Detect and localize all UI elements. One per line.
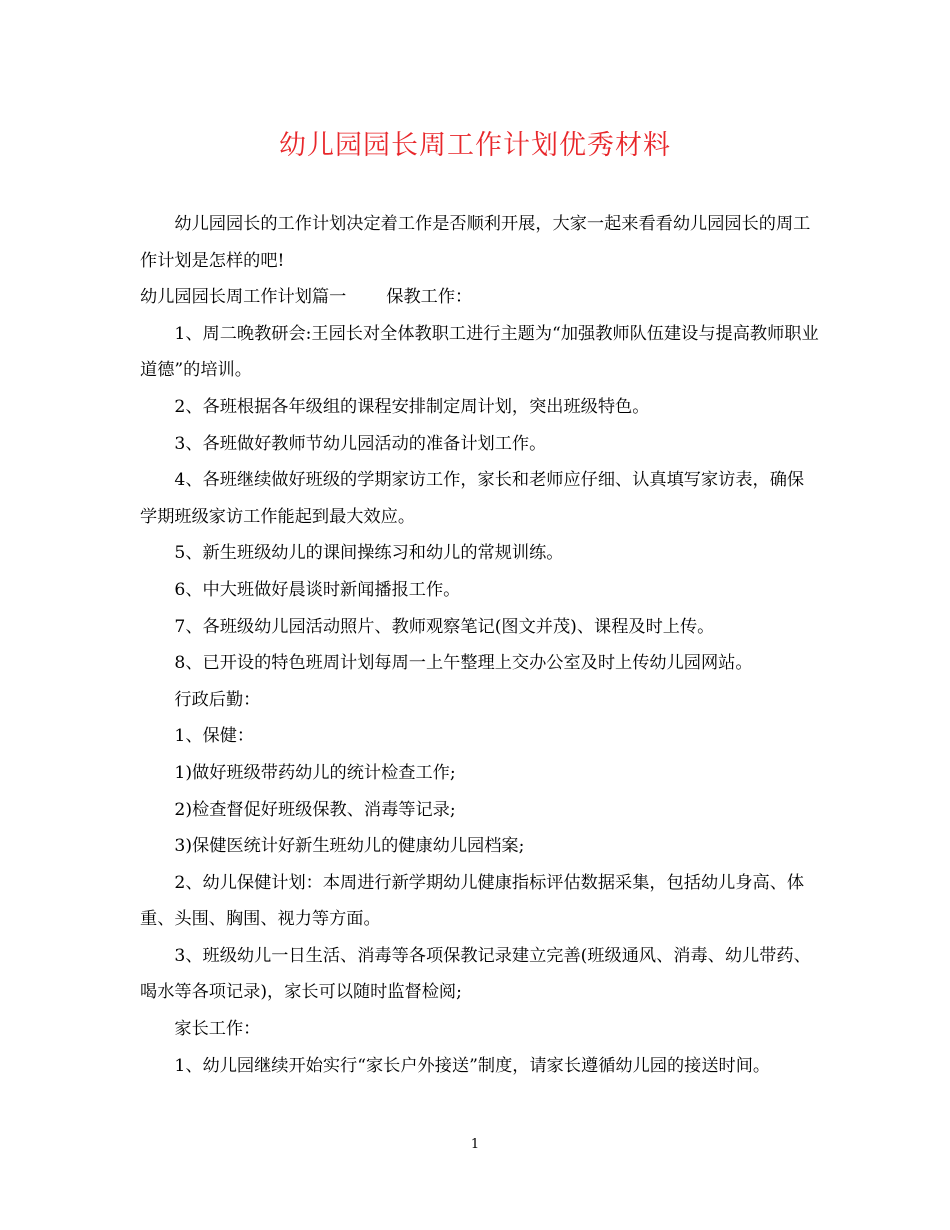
- baojian-heading: 1、保健：: [174, 726, 255, 747]
- xingzheng-item-3: 3、班级幼儿一日生活、消毒等各项保教记录建立完善(班级通风、消毒、幼儿带药、喝水等各项记录)，家长可以随时监督检阅;: [140, 945, 811, 1003]
- baojiao-item-2: 2、各班根据各年级组的课程安排制定周计划，突出班级特色。: [174, 396, 650, 417]
- section-heading: 幼儿园园长周工作计划篇一: [140, 287, 347, 308]
- document-body: [140, 206, 820, 1084]
- baojiao-item-3: 3、各班做好教师节幼儿园活动的准备计划工作。: [174, 433, 547, 454]
- jiazhang-item-1: 1、幼儿园继续开始实行“家长户外接送”制度，请家长遵循幼儿园的接送时间。: [174, 1055, 771, 1076]
- baojiao-item-4: 4、各班继续做好班级的学期家访工作，家长和老师应仔细、认真填写家访表，确保学期班级家访工作能起到最大效应。: [140, 470, 805, 527]
- jiazhang-heading: 家长工作：: [174, 1019, 261, 1040]
- intro-paragraph: 幼儿园园长的工作计划决定着工作是否顺利开展，大家一起来看看幼儿园园长的周工作计划是怎样的吧!: [140, 214, 811, 271]
- page-number: 1: [470, 1137, 480, 1152]
- baojian-item-2: 2)检查督促好班级保教、消毒等记录;: [174, 799, 456, 820]
- baojiao-item-7: 7、各班级幼儿园活动照片、教师观察笔记(图文并茂)、课程及时上传。: [174, 616, 715, 637]
- section-subheading: 保教工作：: [386, 287, 473, 308]
- baojiao-item-1: 1、周二晚教研会:王园长对全体教职工进行主题为“加强教师队伍建设与提高教师职业道德”的培训。: [140, 323, 819, 381]
- document-title: 幼儿园园长周工作计划优秀材料: [279, 130, 671, 161]
- baojian-item-1: 1)做好班级带药幼儿的统计检查工作;: [174, 762, 456, 783]
- baojiao-item-5: 5、新生班级幼儿的课间操练习和幼儿的常规训练。: [174, 543, 564, 564]
- baojiao-item-6: 6、中大班做好晨谈时新闻播报工作。: [174, 579, 461, 600]
- baojian-item-3: 3)保健医统计好新生班幼儿的健康幼儿园档案;: [174, 836, 525, 857]
- section-heading-line: [140, 279, 820, 316]
- baojiao-item-8: 8、已开设的特色班周计划每周一上午整理上交办公室及时上传幼儿园网站。: [174, 653, 753, 674]
- xingzheng-heading: 行政后勤：: [174, 689, 261, 710]
- xingzheng-item-2: 2、幼儿保健计划：本周进行新学期幼儿健康指标评估数据采集，包括幼儿身高、体重、头围、胸围、视力等方面。: [140, 872, 805, 930]
